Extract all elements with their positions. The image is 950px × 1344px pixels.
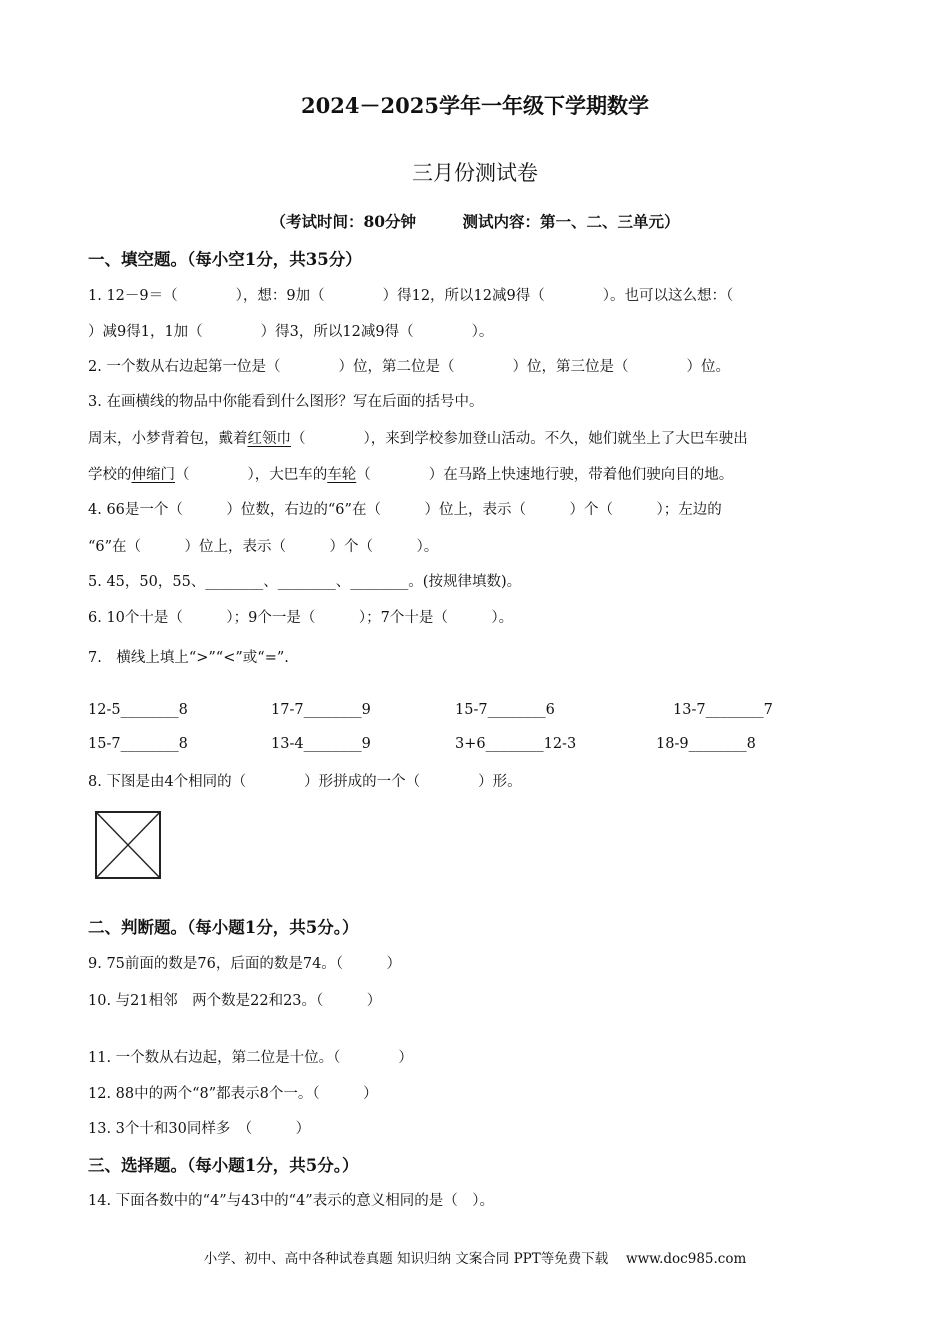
question-14: 14. 下面各数中的“4”与43中的“4”表示的意义相同的是（ ）。 xyxy=(88,1193,494,1209)
question-4-line-2: “6”在（ ）位上，表示（ ）个（ ）。 xyxy=(88,539,439,555)
exam-info: （考试时间：80分钟 测试内容：第一、二、三单元） xyxy=(270,212,680,231)
section-heading-fill-blank: 一、填空题。（每小空1分，共35分） xyxy=(88,250,362,269)
q3-text-b: （ ），来到学校参加登山活动。不久，她们就坐上了大巴车驶出 xyxy=(291,431,748,447)
question-3-line-3 xyxy=(88,463,733,484)
compare-item: 13-4________9 xyxy=(271,736,371,752)
q3-underlined-gate: 伸缩门 xyxy=(131,467,175,483)
q3-text-d: （ ），大巴车的 xyxy=(175,467,328,483)
square-with-diagonals-figure xyxy=(94,810,162,880)
q3-text-a: 周末，小梦背着包，戴着 xyxy=(88,431,248,447)
compare-item: 15-7________6 xyxy=(455,702,555,718)
question-12: 12. 88中的两个“8”都表示8个一。（ ） xyxy=(88,1086,378,1102)
compare-item: 18-9________8 xyxy=(656,736,756,752)
question-11: 11. 一个数从右边起，第二位是十位。（ ） xyxy=(88,1050,413,1066)
compare-item: 15-7________8 xyxy=(88,736,188,752)
q3-text-c: 学校的 xyxy=(88,467,132,483)
section-heading-true-false: 二、判断题。（每小题1分，共5分。） xyxy=(88,918,359,937)
question-10: 10. 与21相邻 两个数是22和23。（ ） xyxy=(88,993,382,1009)
question-4-line-1: 4. 66是一个（ ）位数，右边的“6”在（ ）位上，表示（ ）个（ ）；左边的 xyxy=(88,502,722,518)
question-6: 6. 10个十是（ ）；9个一是（ ）；7个十是（ ）。 xyxy=(88,610,514,626)
question-9: 9. 75前面的数是76，后面的数是74。（ ） xyxy=(88,956,402,972)
q3-underlined-scarf: 红领巾 xyxy=(247,431,291,447)
question-2: 2. 一个数从右边起第一位是（ ）位，第二位是（ ）位，第三位是（ ）位。 xyxy=(88,359,730,375)
page-title: 2024－2025学年一年级下学期数学 xyxy=(301,93,649,118)
page-footer: 小学、初中、高中各种试卷真题 知识归纳 文案合同 PPT等免费下载 www.doc985.com xyxy=(203,1251,747,1267)
compare-item: 3+6________12-3 xyxy=(455,736,577,752)
question-3-line-2 xyxy=(88,427,748,448)
question-8: 8. 下图是由4个相同的（ ）形拼成的一个（ ）形。 xyxy=(88,774,522,790)
compare-item: 13-7________7 xyxy=(673,702,773,718)
compare-item: 17-7________9 xyxy=(271,702,371,718)
q3-underlined-wheel: 车轮 xyxy=(327,467,357,483)
question-1-line-2: ）减9得1，1加（ ）得3，所以12减9得（ ）。 xyxy=(88,324,494,340)
compare-item: 12-5________8 xyxy=(88,702,188,718)
q3-text-e: （ ）在马路上快速地行驶，带着他们驶向目的地。 xyxy=(356,467,734,483)
section-heading-choice: 三、选择题。（每小题1分，共5分。） xyxy=(88,1156,359,1175)
question-3-line-1: 3. 在画横线的物品中你能看到什么图形？写在后面的括号中。 xyxy=(88,394,484,410)
page-subtitle: 三月份测试卷 xyxy=(412,161,538,185)
question-13: 13. 3个十和30同样多 （ ） xyxy=(88,1121,311,1137)
question-1-line-1: 1. 12－9＝（ ），想：9加（ ）得12，所以12减9得（ ）。也可以这么想：（ xyxy=(88,288,734,304)
question-5: 5. 45，50，55、________、________、________。(按规律填数)。 xyxy=(88,574,522,590)
question-7: 7. 横线上填上“>”“<”或“=”. xyxy=(88,650,289,666)
